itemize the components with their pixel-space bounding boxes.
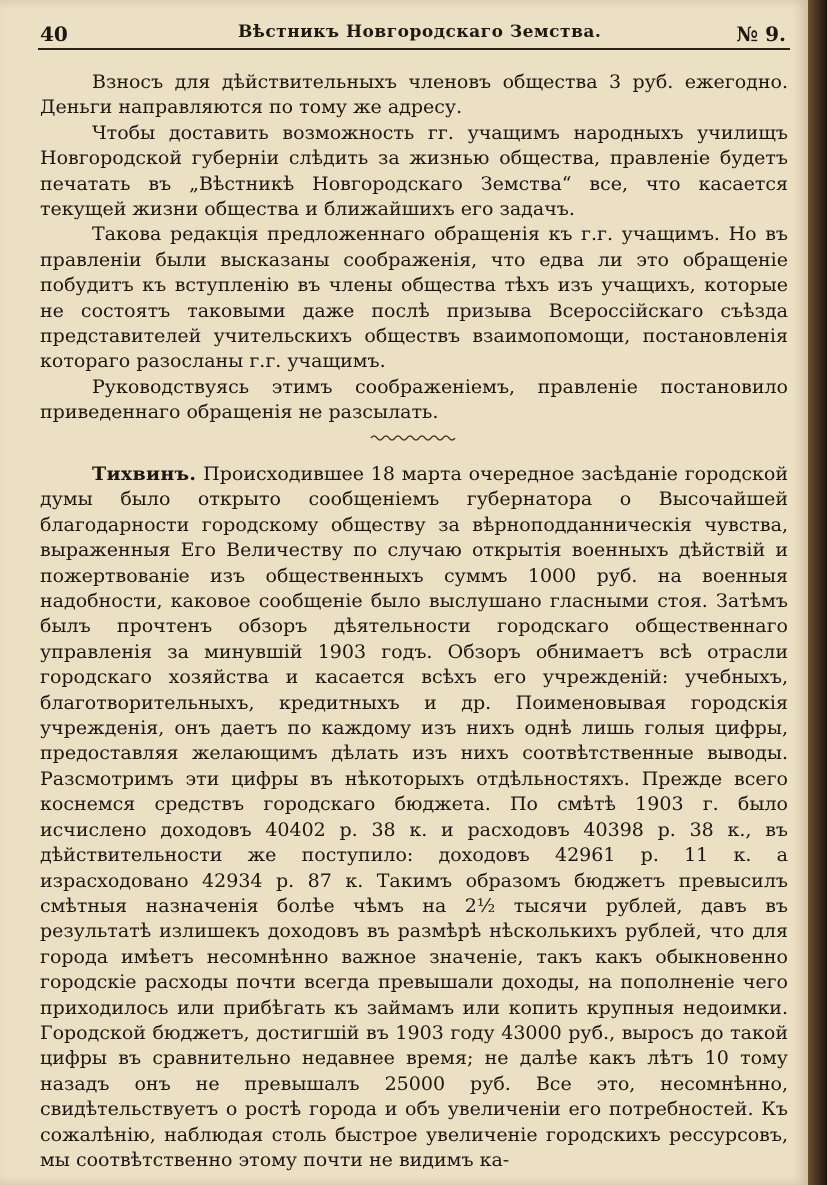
page-number: 40 [40, 22, 68, 46]
news-text: Происходившее 18 марта очередное засѣданіе городской думы было открыто сообщеніемъ губернатора о Высочайшей благодарности городскому обществу за вѣрноподданническія чувства, выраженныя Его Величеству по случаю открытія военныхъ дѣйствій и пожертвованіе изъ общественныхъ суммъ 1000 руб. на военныя надобности, каковое сообщеніе было выслушано гласными стоя. Затѣмъ былъ прочтенъ обзоръ дѣятельности городскаго общественнаго управленія за минувшій 1903 годъ. Обзоръ обнимаетъ всѣ отрасли городскаго хозяйства и касается всѣхъ его учрежденій: учебныхъ, благотворительныхъ, кредитныхъ и др. Поименовывая городскія учрежденія, онъ даетъ по каждому изъ нихъ однѣ лишь голыя цифры, предоставляя желающимъ дѣлать изъ нихъ соотвѣтственные выводы. Разсмотримъ эти цифры въ нѣкоторыхъ отдѣльностяхъ. Прежде всего коснемся средствъ городскаго бюджета. По смѣтѣ 1903 г. было исчислено доходовъ 40402 р. 38 к. и расходовъ 40398 р. 38 к., въ дѣйствительности же поступило: доходовъ 42961 р. 11 к. а израсходовано 42934 р. 87 к. Такимъ образомъ бюджетъ превысилъ смѣтныя назначенія болѣе чѣмъ на 2½ тысячи рублей, давъ въ результатѣ излишекъ доходовъ въ размѣрѣ нѣсколькихъ рублей, что для города имѣетъ несомнѣнно важное значеніе, такъ какъ обыкновенно городскіе расходы почти всегда превышали доходы, на пополненіе чего приходилось или прибѣгать къ займамъ или копить крупныя недоимки. Городской бюджетъ, достигшій въ 1903 году 43000 руб., выросъ до такой цифры въ сравнительно недавнее время; не далѣе какъ лѣтъ 10 тому назадъ онъ не превышалъ 25000 руб. Все это, несомнѣнно, свидѣтельствуетъ о ростѣ города и объ увеличеніи его потребностей. Къ сожалѣнію, наблюдая столь быстрое увеличеніе городскихъ рессурсовъ, мы соотвѣтственно этому почти не видимъ ка- [40, 463, 788, 1171]
issue-number: № 9. [736, 22, 786, 46]
page-edge-shadow [808, 0, 827, 1185]
wavy-divider-ornament [370, 432, 456, 444]
place-name: Тихвинъ. [92, 463, 197, 485]
society-appeal-section [40, 70, 788, 426]
paragraph: Взносъ для дѣйствительныхъ членовъ общества 3 руб. ежегодно. Деньги направляются по тому же адресу. [40, 71, 788, 119]
paragraph: Чтобы доставить возможность гг. учащимъ народныхъ училищъ Новгородской губерніи слѣдить за жизнью общества, правленіе будетъ печатать въ „Вѣстникѣ Новгородскаго Земства“ все, что касается текущей жизни общества и ближайшихъ его задачъ. [40, 121, 788, 221]
tikhvin-news-section [40, 462, 788, 1173]
running-header [38, 20, 790, 50]
paragraph: Руководствуясь этимъ соображеніемъ, правленіе постановило приведеннаго обращенія не разсылать. [40, 375, 788, 424]
journal-title: Вѣстникъ Новгородскаго Земства. [238, 22, 602, 42]
paragraph [40, 462, 788, 1173]
paragraph: Такова редакція предложеннаго обращенія къ г.г. учащимъ. Но въ правленіи были высказаны соображенія, что едва ли это обращеніе побудитъ къ вступленію въ члены общества тѣхъ изъ учащихъ, которые не состоятъ таковыми даже послѣ призыва Всероссійскаго съѣзда представителей учительскихъ обществъ взаимопомощи, постановленія котораго разосланы г.г. учащимъ. [40, 223, 788, 373]
